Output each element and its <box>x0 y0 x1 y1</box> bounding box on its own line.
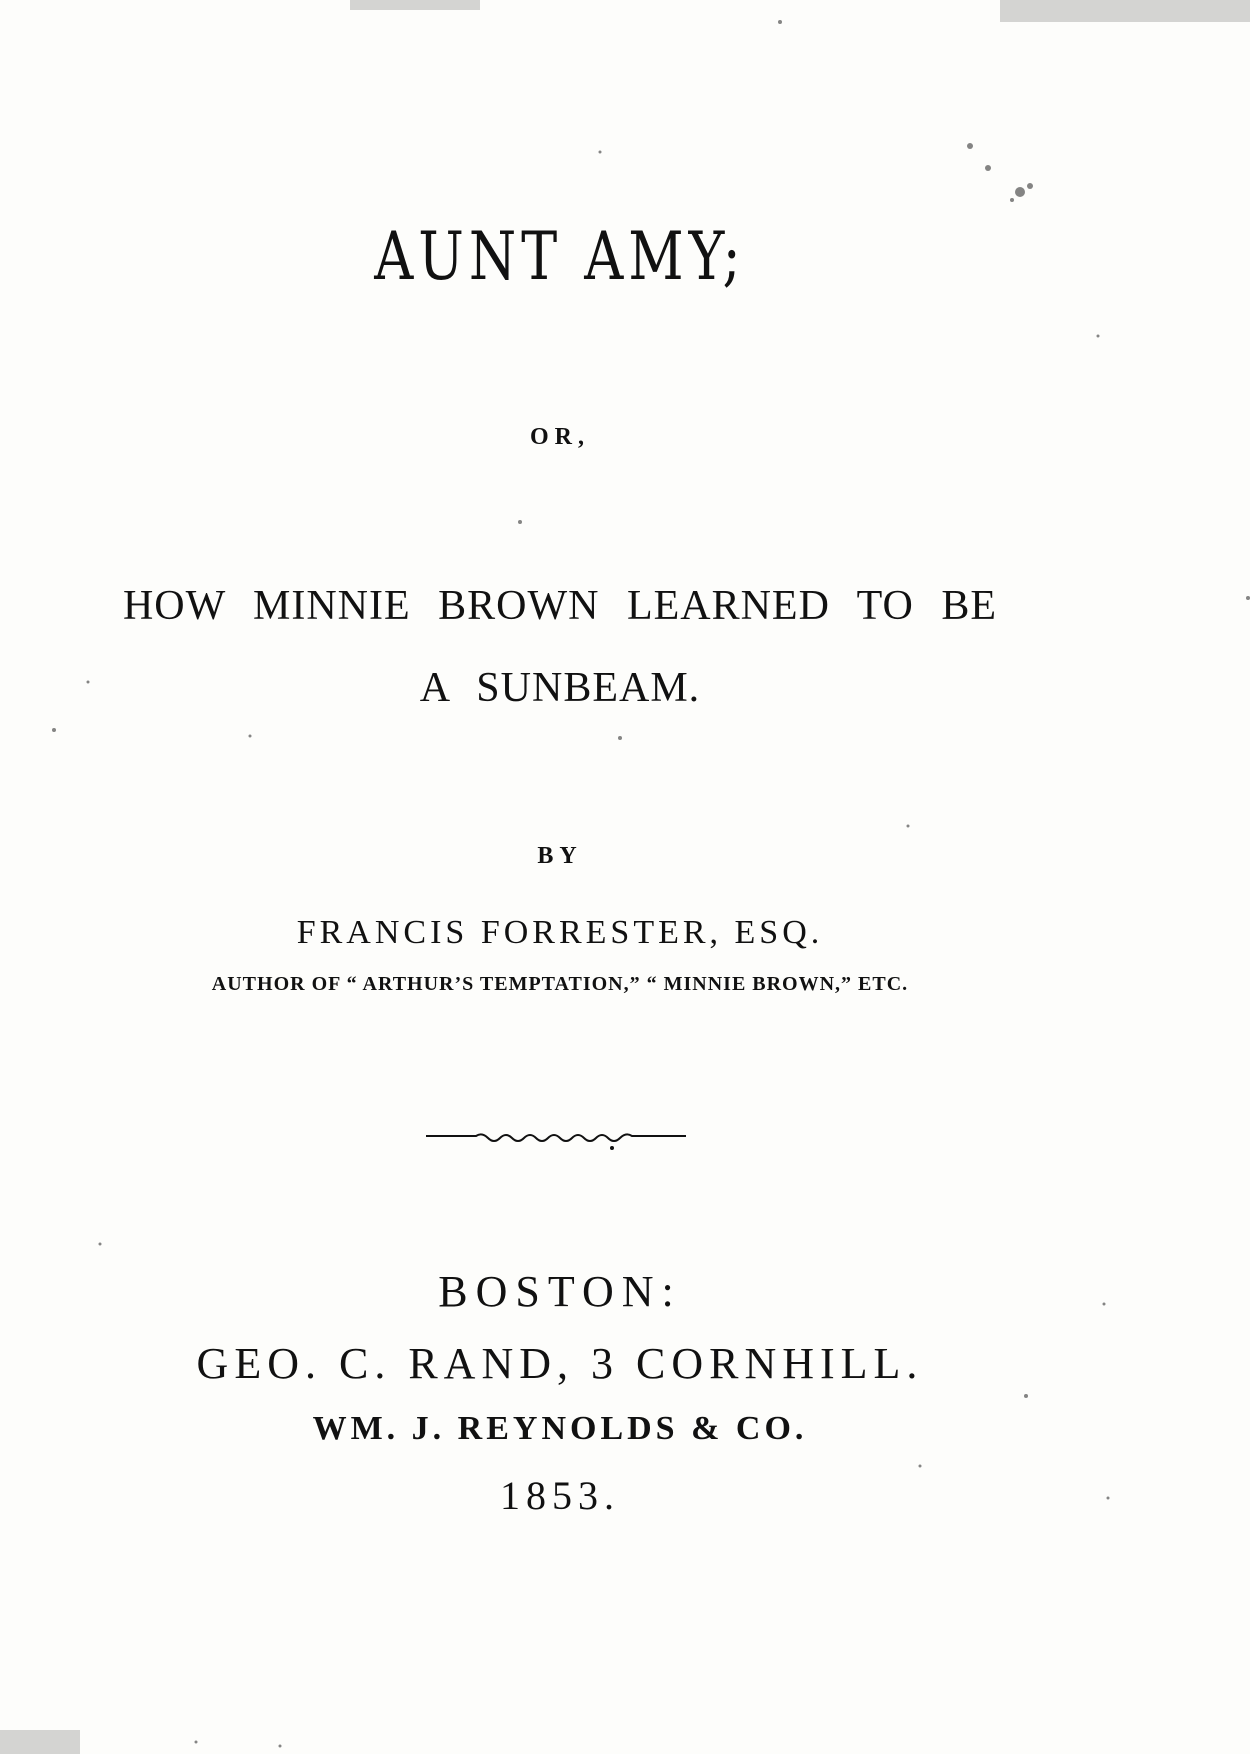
publication-year: 1853. <box>500 1473 620 1518</box>
ornament-dot <box>610 1146 614 1150</box>
author-name: FRANCIS FORRESTER, ESQ. <box>296 914 824 951</box>
by-label: BY <box>537 843 583 869</box>
publication-city: BOSTON: <box>438 1267 682 1316</box>
subtitle-line-1: HOW MINNIE BROWN LEARNED TO BE <box>122 583 998 629</box>
or-connector: OR, <box>530 424 590 450</box>
ornament-divider <box>426 1118 686 1158</box>
publisher-line-2: WM. J. REYNOLDS & CO. <box>312 1410 808 1447</box>
publisher-line-1: GEO. C. RAND, 3 CORNHILL. <box>196 1339 924 1388</box>
author-note: AUTHOR OF “ ARTHUR’S TEMPTATION,” “ MINNIE BROWN,” ETC. <box>211 973 909 995</box>
subtitle-line-2: A SUNBEAM. <box>419 665 701 711</box>
book-title: AUNT AMY; <box>374 218 746 295</box>
ornament-rule <box>426 1134 686 1141</box>
